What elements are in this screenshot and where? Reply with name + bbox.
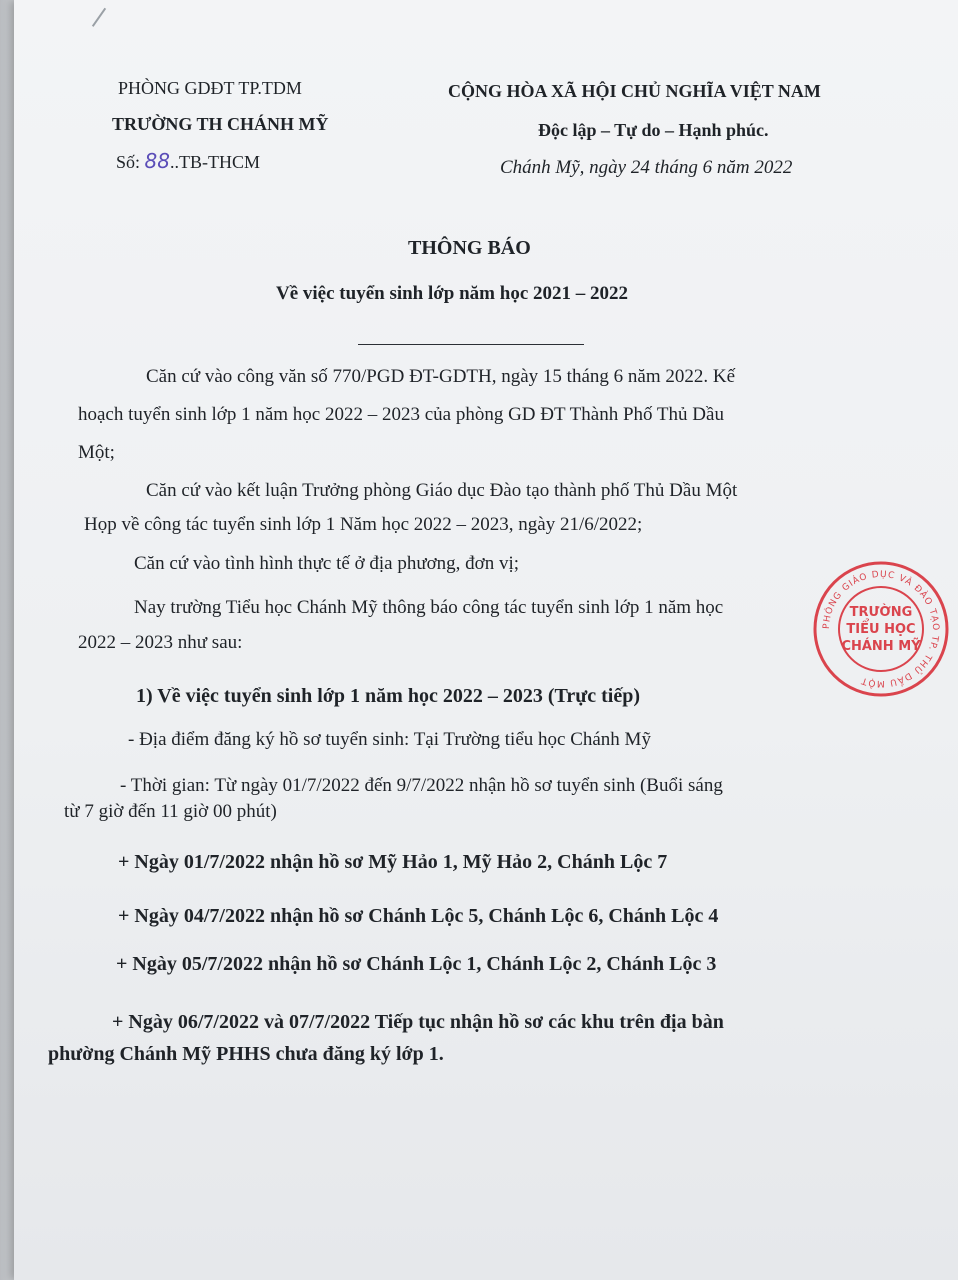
time-line-2: từ 7 giờ đến 11 giờ 00 phút): [64, 801, 277, 822]
country-name: CỘNG HÒA XÃ HỘI CHỦ NGHĨA VIỆT NAM: [448, 81, 821, 101]
seal-line-2: TIỂU HỌC: [846, 622, 916, 637]
school-seal: [812, 560, 950, 698]
section-1-heading: 1) Về việc tuyển sinh lớp 1 năm học 2022 – 2023 (Trực tiếp): [136, 685, 640, 707]
place-date: Chánh Mỹ, ngày 24 tháng 6 năm 2022: [500, 157, 793, 178]
document-title: THÔNG BÁO: [408, 237, 531, 259]
paragraph-1-line-1: Căn cứ vào công văn số 770/PGD ĐT-GDTH, ngày 15 tháng 6 năm 2022. Kế: [146, 366, 736, 387]
title-underline: [358, 344, 584, 345]
paragraph-1-line-2: hoạch tuyển sinh lớp 1 năm học 2022 – 2023 của phòng GD ĐT Thành Phố Thủ Dầu: [78, 404, 724, 425]
paragraph-3: Căn cứ vào tình hình thực tế ở địa phương, đơn vị;: [134, 553, 520, 574]
department-name: PHÒNG GDĐT TP.TDM: [118, 78, 302, 98]
schedule-day-3: + Ngày 05/7/2022 nhận hồ sơ Chánh Lộc 1, Chánh Lộc 2, Chánh Lộc 3: [116, 953, 717, 975]
paragraph-4-line-1: Nay trường Tiểu học Chánh Mỹ thông báo công tác tuyển sinh lớp 1 năm học: [134, 597, 724, 618]
number-prefix: Số:: [116, 152, 141, 172]
handwritten-number: 88: [144, 149, 170, 173]
registration-location: - Địa điểm đăng ký hồ sơ tuyển sinh: Tại Trường tiểu học Chánh Mỹ: [128, 729, 651, 750]
schedule-day-4-line-1: + Ngày 06/7/2022 và 07/7/2022 Tiếp tục nhận hồ sơ các khu trên địa bàn: [112, 1011, 724, 1033]
seal-ring-text: PHÒNG GIÁO DỤC VÀ ĐÀO TẠO TP. THỦ DẦU MỘT: [821, 569, 941, 689]
paragraph-2-line-2: Họp về công tác tuyển sinh lớp 1 Năm học 2022 – 2023, ngày 21/6/2022;: [84, 514, 643, 535]
document-subtitle: Về việc tuyển sinh lớp năm học 2021 – 2022: [276, 283, 629, 304]
schedule-day-1: + Ngày 01/7/2022 nhận hồ sơ Mỹ Hảo 1, Mỹ Hảo 2, Chánh Lộc 7: [118, 851, 668, 873]
document-number: [116, 149, 260, 174]
seal-line-3: CHÁNH MỸ: [841, 639, 921, 654]
schedule-day-4-line-2: phường Chánh Mỹ PHHS chưa đăng ký lớp 1.: [48, 1043, 444, 1065]
schedule-day-2: + Ngày 04/7/2022 nhận hồ sơ Chánh Lộc 5, Chánh Lộc 6, Chánh Lộc 4: [118, 905, 719, 927]
time-line-1: - Thời gian: Từ ngày 01/7/2022 đến 9/7/2022 nhận hồ sơ tuyển sinh (Buổi sáng: [120, 775, 723, 796]
paragraph-1-line-3: Một;: [78, 442, 115, 463]
number-suffix: ..TB-THCM: [169, 152, 260, 172]
paragraph-2-line-1: Căn cứ vào kết luận Trưởng phòng Giáo dục Đào tạo thành phố Thủ Dầu Một: [146, 480, 738, 501]
paragraph-4-line-2: 2022 – 2023 như sau:: [78, 632, 243, 653]
national-motto: Độc lập – Tự do – Hạnh phúc.: [538, 120, 769, 140]
school-name: TRƯỜNG TH CHÁNH MỸ: [112, 114, 329, 134]
page-fold-mark: [74, 0, 106, 27]
seal-line-1: TRƯỜNG: [849, 605, 913, 620]
